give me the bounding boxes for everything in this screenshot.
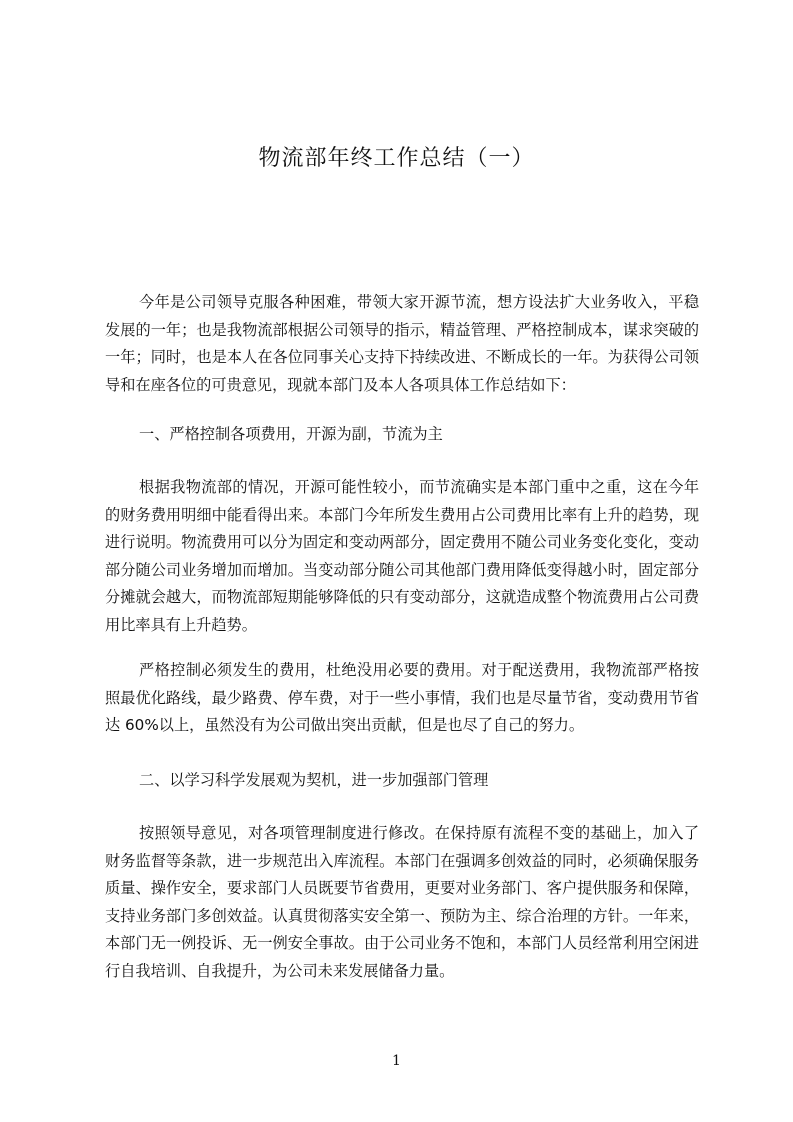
page-number: 1 [392, 1053, 401, 1069]
section-heading-2 [105, 767, 699, 795]
paragraph-intro [105, 289, 699, 399]
section-heading-text: 二、以学习科学发展观为契机，进一步加强部门管理 [139, 771, 489, 789]
paragraph-text: 严格控制必须发生的费用，杜绝没用必要的费用。对于配送费用，我物流部严格按照最优化路线，最少路费、停车费，对于一些小事情，我们也是尽量节省，变动费用节省达 60%以上，虽然没有为公司做出突出贡献，但是也尽了自己的努力。 [105, 661, 699, 734]
paragraph-text: 根据我物流部的情况，开源可能性较小，而节流确实是本部门重中之重，这在今年的财务费用明细中能看得出来。本部门今年所发生费用占公司费用比率有上升的趋势，现进行说明。物流费用可以分为固定和变动两部分，固定费用不随公司业务变化变化，变动部分随公司业务增加而增加。当变动部分随公司其他部门费用降低变得越小时，固定部分分摊就会越大，而物流部短期能够降低的只有变动部分，这就造成整个物流费用占公司费用比率具有上升趋势。 [105, 478, 699, 634]
document-title: 物流部年终工作总结（一） [258, 146, 535, 171]
paragraph-cost-analysis [105, 474, 699, 639]
paragraph-text: 今年是公司领导克服各种困难，带领大家开源节流，想方设法扩大业务收入，平稳发展的一年；也是我物流部根据公司领导的指示，精益管理、严格控制成本，谋求突破的一年；同时，也是本人在各位同事关心支持下持续改进、不断成长的一年。为获得公司领导和在座各位的可贵意见，现就本部门及本人各项具体工作总结如下： [105, 293, 699, 394]
paragraph-text: 按照领导意见，对各项管理制度进行修改。在保持原有流程不变的基础上，加入了财务监督等条款，进一步规范出入库流程。本部门在强调多创效益的同时，必须确保服务质量、操作安全，要求部门人员既要节省费用，更要对业务部门、客户提供服务和保障，支持业务部门多创效益。认真贯彻落实安全第一、预防为主、综合治理的方针。一年来，本部门无一例投诉、无一例安全事故。由于公司业务不饱和，本部门人员经常利用空闲进行自我培训、自我提升，为公司未来发展储备力量。 [105, 824, 699, 980]
paragraph-cost-control [105, 657, 699, 740]
section-heading-text: 一、严格控制各项费用，开源为副，节流为主 [139, 425, 443, 443]
section-heading-1 [105, 421, 699, 449]
paragraph-management [105, 820, 699, 985]
